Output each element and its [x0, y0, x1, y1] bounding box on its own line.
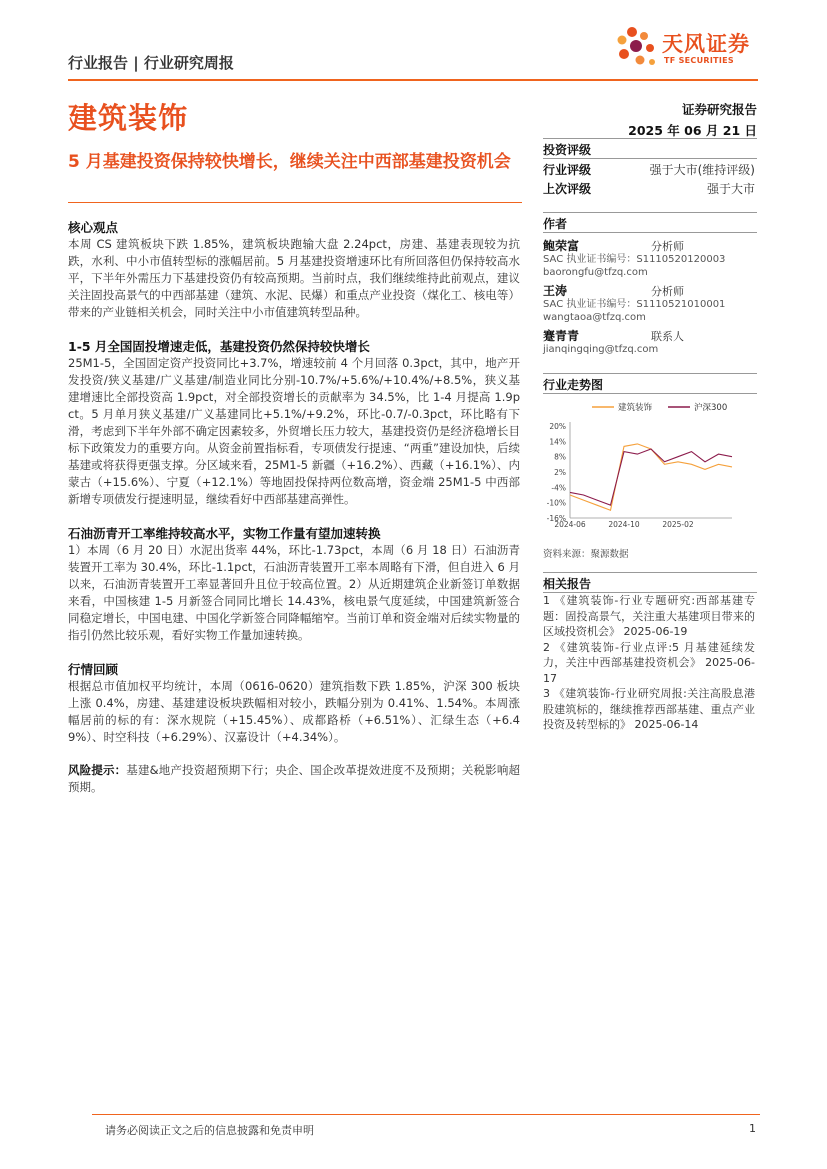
authors-mid-line — [543, 232, 757, 233]
report-type: 行业报告 | 行业研究周报 — [68, 54, 234, 72]
x-tick-label: 2024-10 — [608, 520, 640, 529]
trend-top-line — [543, 373, 757, 374]
authors-top-line — [543, 212, 757, 213]
footer-divider — [92, 1114, 760, 1115]
logo-mark-icon — [610, 24, 660, 72]
author-cert: SAC 执业证书编号：S1110520120003 — [543, 254, 726, 265]
related-date: 2025-06-17 — [543, 656, 756, 685]
trend-mid-line — [543, 393, 757, 394]
y-tick-label: 20% — [549, 422, 566, 431]
page-number: 1 — [749, 1122, 756, 1135]
series-line — [570, 444, 732, 510]
series-line — [570, 449, 732, 505]
rating-mid-line — [543, 158, 757, 159]
section-heading-fai: 1-5 月全国固投增速走低，基建投资仍然保持较快增长 — [68, 339, 370, 354]
author-role: 联系人 — [651, 330, 684, 343]
rating-label: 行业评级 — [543, 163, 592, 177]
x-tick-label: 2025-02 — [662, 520, 694, 529]
section-text-fai: 25M1-5，全国固定资产投资同比+3.7%，增速较前 4 个月回落 0.3pct，其中，地产开发投资/狭义基建/广义基建/制造业同比分别-10.7%/+5.6%/+10.4%/+8.5%，狭义基建增速比全部投资高 1.9pct，对全部投资增长的贡献率为 34.5%，比 1-4 月提高 1.9pct。5 月单月狭义基建/广义基建同比+5.1%/+9.2%，环比-0.7/-0.3pct，环比略有下滑，考虑到下半年外部不确定因素较多，外贸增长压力较大，基建投资仍是经济稳增长目标下政策发力的重要方向。从资金前置指标看，专项债发行提速、“两重”建设加快，后续基建或将获得更强支撑。分区域来看，25M1-5 新疆（+16.2%）、西藏（+16.1%）、内蒙古（+15.6%）、宁夏（+12.1%）等地固投保持两位数高增，资金端 25M1-5 中西部新增专项债发行提速明显，继续看好中西部基建高弹性。 — [68, 356, 520, 506]
related-date: 2025-06-14 — [634, 718, 699, 731]
section-text-core: 本周 CS 建筑板块下跌 1.85%，建筑板块跑输大盘 2.24pct，房建、基建表现较为抗跌，水利、中小市值转型标的涨幅居前。5 月基建投资增速环比有所回落但仍保持较高水平，下半年外需压力下基建投资仍有较高预期。当前时点，我们继续维持此前观点，建议关注固投高景气的中西部基建（建筑、水泥、民爆）和重点产业投资（煤化工、核电等）带来的产业链相关机会，同时关注中小市值建筑转型品种。 — [68, 237, 520, 319]
y-tick-label: -16% — [546, 514, 566, 523]
report-date: 2025 年 06 月 21 日 — [628, 123, 757, 138]
rating-value: 强于大市(维持评级) — [649, 163, 755, 177]
author-email[interactable]: baorongfu@tfzq.com — [543, 267, 648, 278]
author-role: 分析师 — [651, 285, 684, 298]
report-kind: 证券研究报告 — [681, 102, 757, 117]
risk-warning — [68, 762, 520, 796]
related-top-line — [543, 572, 757, 573]
logo-cn-text: 天风证券 — [662, 32, 750, 56]
legend-label: 沪深300 — [694, 403, 728, 413]
footer-disclaimer: 请务必阅读正文之后的信息披露和免责申明 — [105, 1124, 314, 1137]
section-text-asphalt: 1）本周（6 月 20 日）水泥出货率 44%，环比-1.73pct，本周（6 月 18 日）石油沥青装置开工率为 30.4%，环比-1.1pct，石油沥青装置开工率本周略有下滑，但自进入 6 月以来，石油沥青装置开工率显著回升且位于较高位置。2）从近期建筑企业新签订单数据来看，中国核建 1-5 月新签合同同比增长 14.43%，核电景气度延续，中国建筑新签合同稳定增长，中国电建、中国化学新签合同降幅缩窄。当前订单和资金端对后续实物量的指引仍然比较乐观，看好实物工作量加速转换。 — [68, 543, 520, 642]
related-title[interactable]: 1 《建筑装饰-行业专题研究:西部基建专题：固投高景气，关注重大基建项目带来的区域投资机会》 — [543, 594, 755, 638]
section-heading-market: 行情回顾 — [68, 662, 119, 677]
author-email[interactable]: wangtaoa@tfzq.com — [543, 312, 646, 323]
related-title[interactable]: 3 《建筑装饰-行业研究周报:关注高股息港股建筑标的，继续推荐西部基建、重点产业投资及转型标的》 — [543, 687, 755, 731]
y-tick-label: 2% — [554, 468, 566, 477]
legend-label: 建筑装饰 — [618, 403, 653, 413]
related-date: 2025-06-19 — [623, 625, 688, 638]
author-name: 王涛 — [543, 284, 568, 298]
y-tick-label: 8% — [554, 452, 566, 462]
sector-title: 建筑装饰 — [68, 101, 189, 135]
author-cert: SAC 执业证书编号：S1110521010001 — [543, 299, 726, 310]
author-name: 蹇青青 — [543, 329, 580, 343]
rating-row-previous — [543, 180, 755, 198]
related-item[interactable] — [543, 640, 755, 687]
section-text-market: 根据总市值加权平均统计，本周（0616-0620）建筑指数下跌 1.85%，沪深 300 板块上涨 0.4%，房建、基建建设板块跌幅相对较小，跌幅分别为 0.41%、1.54%。本周涨幅居前的标的有：深水规院（+15.45%）、成都路桥（+6.51%）、汇绿生态（+6.49%）、时空科技（+6.29%）、汉嘉设计（+4.34%）。 — [68, 679, 520, 744]
title-divider — [68, 202, 522, 203]
report-title: 5 月基建投资保持较快增长，继续关注中西部基建投资机会 — [68, 152, 511, 172]
author-name: 鲍荣富 — [543, 239, 580, 253]
trend-heading: 行业走势图 — [543, 378, 604, 392]
related-title[interactable]: 2 《建筑装饰-行业点评:5 月基建延续发力，关注中西部基建投资机会》 — [543, 640, 755, 669]
related-item[interactable] — [543, 686, 755, 733]
risk-text: 基建&地产投资超预期下行；央企、国企改革提效进度不及预期；关税影响超预期。 — [68, 763, 520, 794]
y-tick-label: 14% — [549, 437, 566, 447]
author-role: 分析师 — [651, 240, 684, 253]
related-heading: 相关报告 — [543, 577, 592, 591]
related-item[interactable] — [543, 593, 755, 640]
x-tick-label: 2024-06 — [554, 520, 586, 529]
rating-heading: 投资评级 — [543, 143, 592, 157]
authors-heading: 作者 — [543, 217, 568, 231]
trend-chart — [540, 396, 740, 536]
author-email[interactable]: jianqingqing@tfzq.com — [543, 344, 659, 355]
tf-securities-logo — [610, 24, 760, 72]
header-divider — [68, 79, 758, 81]
chart-source: 资料来源：聚源数据 — [543, 549, 629, 560]
rating-value: 强于大市 — [706, 182, 755, 196]
rating-label: 上次评级 — [543, 182, 592, 196]
related-list — [543, 593, 755, 733]
y-tick-label: -10% — [546, 498, 566, 508]
section-heading-core: 核心观点 — [68, 220, 119, 235]
rating-top-line — [543, 138, 757, 139]
main-content — [68, 218, 520, 796]
logo-en-text: TF SECURITIES — [664, 56, 734, 65]
section-heading-asphalt: 石油沥青开工率维持较高水平，实物工作量有望加速转换 — [68, 526, 381, 541]
risk-label: 风险提示： — [68, 763, 127, 777]
rating-row-industry — [543, 161, 755, 179]
y-tick-label: -4% — [551, 483, 566, 493]
